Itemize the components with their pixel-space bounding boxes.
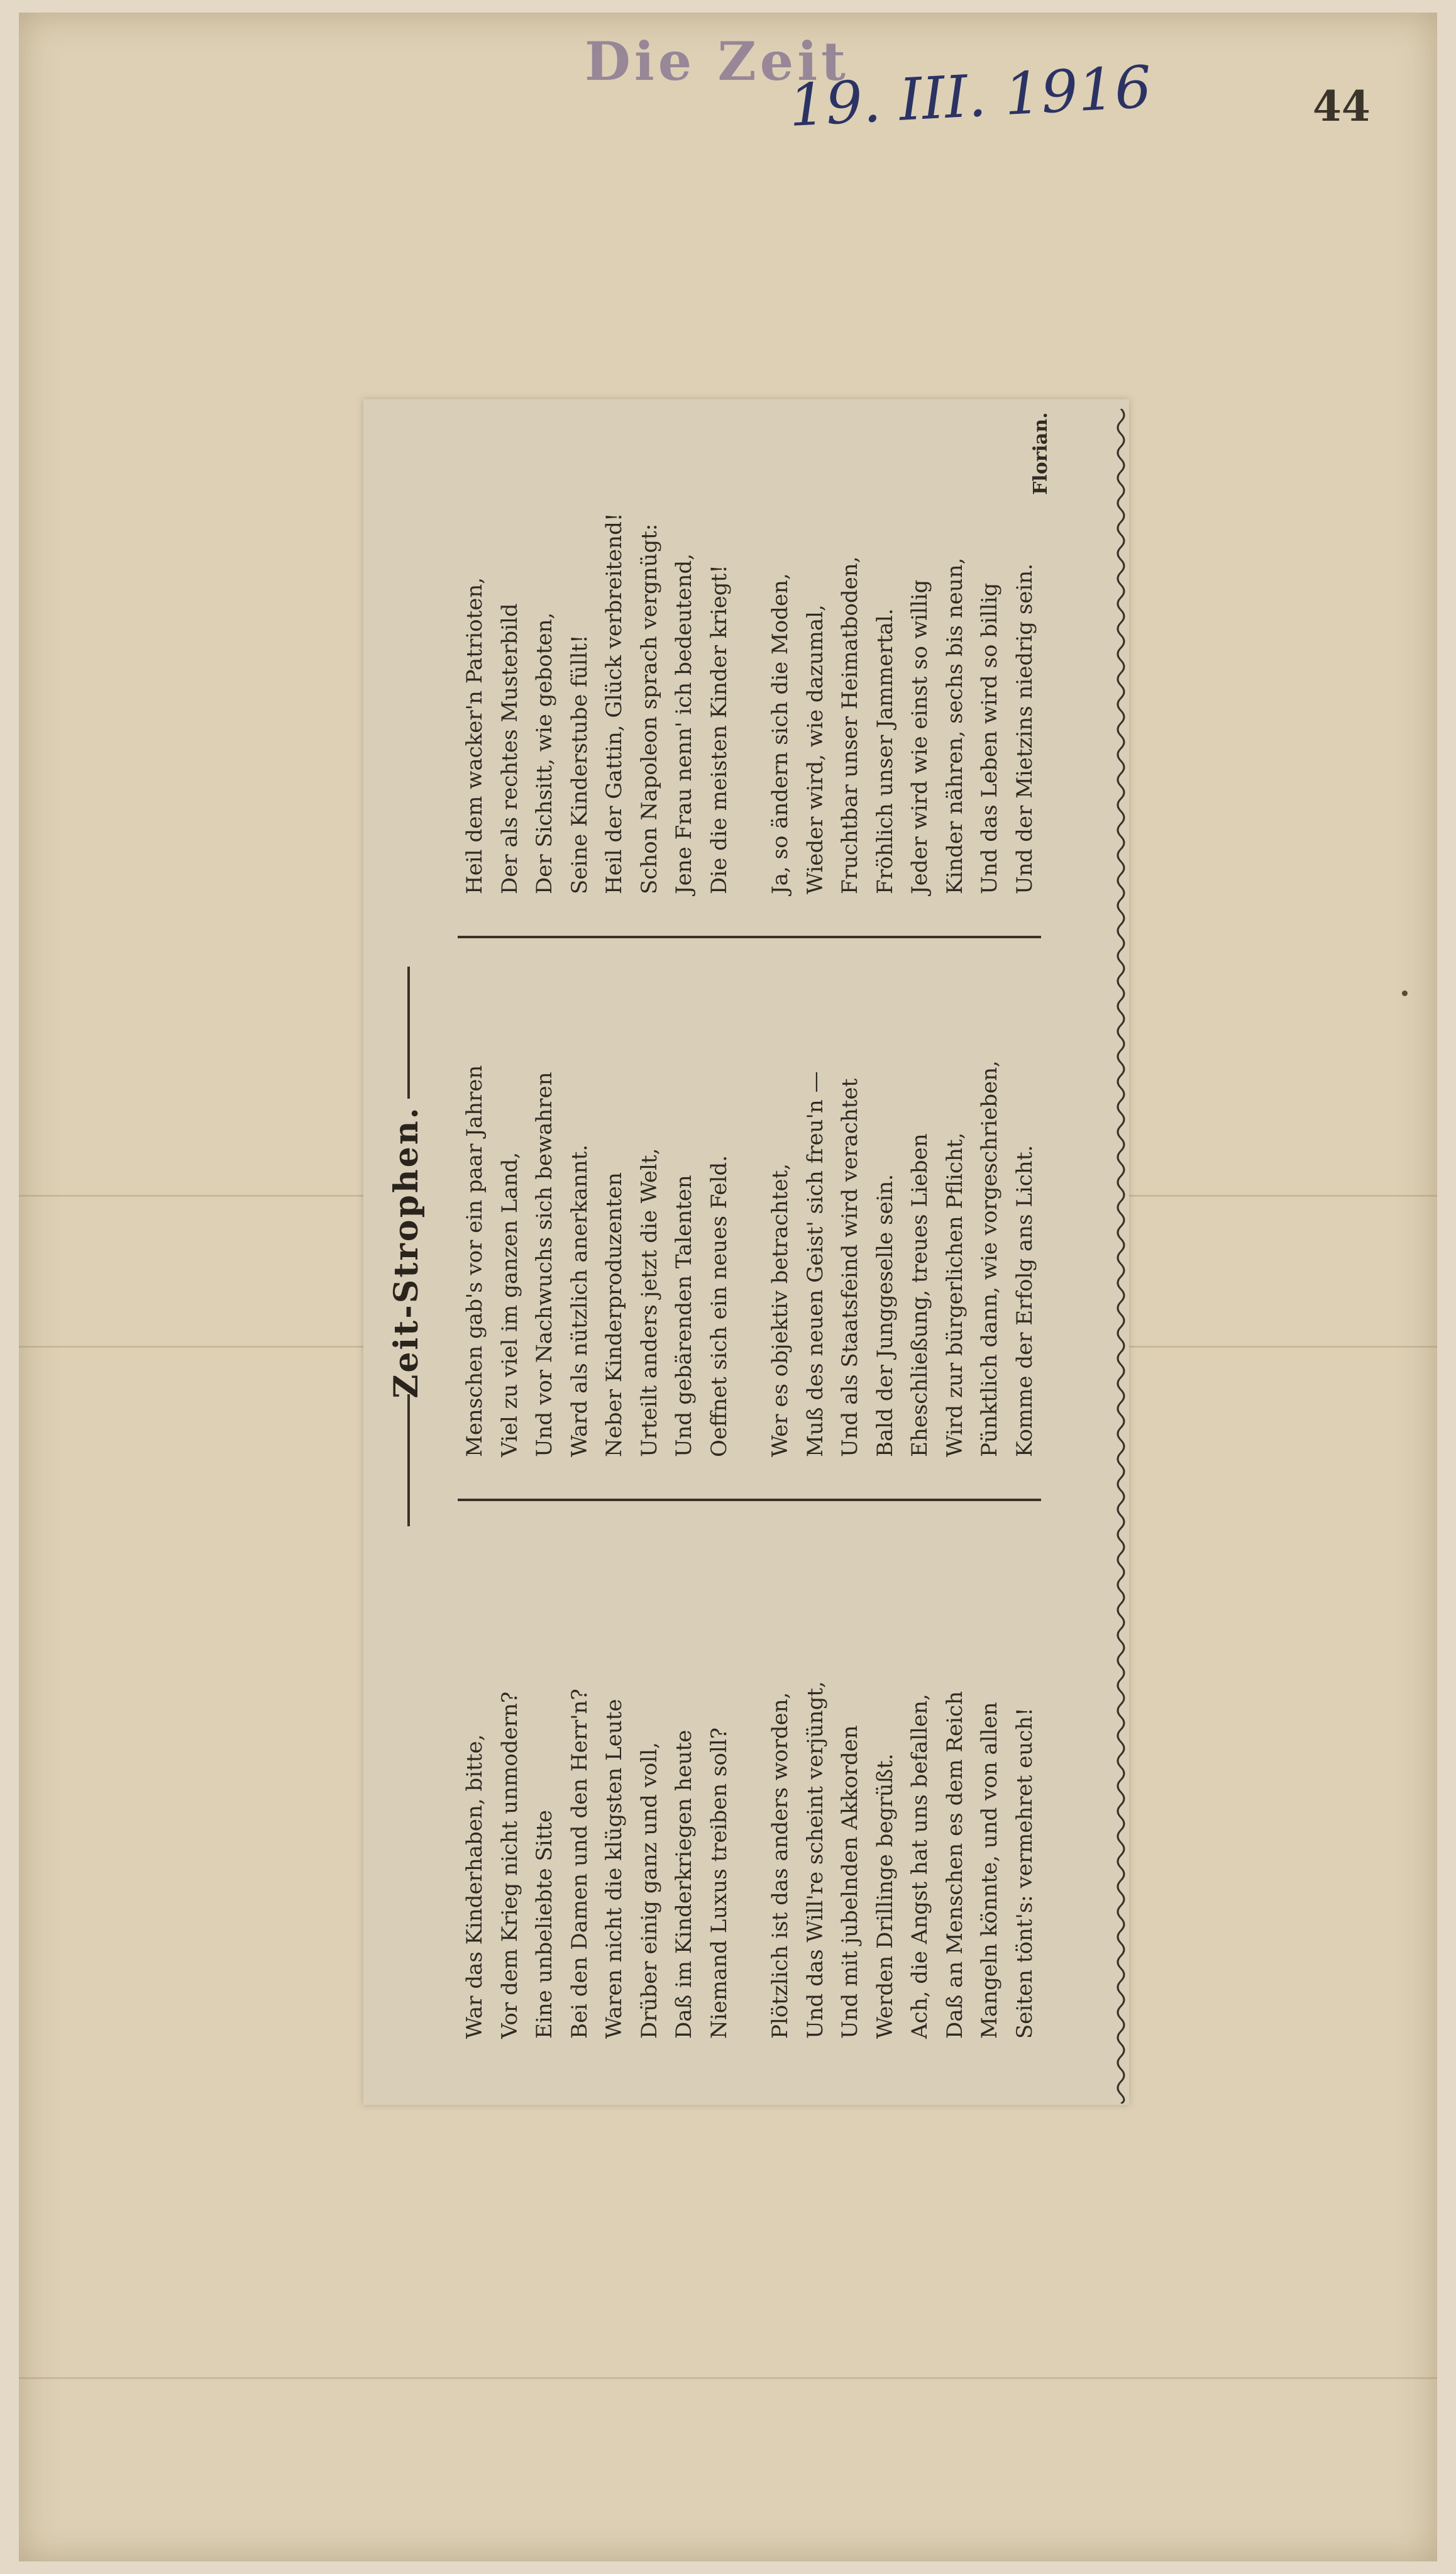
verse-line: Jeder wird wie einst so willig [907,579,932,894]
poem-column-3 [458,360,1069,894]
verse-line: Eine unbeliebte Sitte [532,1809,557,2039]
column-divider [458,1499,1041,1501]
verse-line: Vor dem Krieg nicht unmodern? [497,1691,522,2039]
verse-line: Eheschließung, treues Lieben [907,1133,932,1457]
author-signature: Florian. [1030,412,1052,495]
clipping-content [363,399,1129,2105]
torn-edge [1111,409,1130,2104]
verse-line: Wieder wird, wie dazumal, [802,604,828,894]
verse-line: Heil der Gattin, Glück verbreitend! [602,513,627,894]
verse-line: Bei den Damen und den Herr'n? [566,1689,592,2039]
verse-line: Seine Kinderstube füllt! [566,635,592,894]
verse-line: Kinder nähren, sechs bis neun, [942,557,968,894]
verse-line: Und der Mietzins niedrig sein. [1012,563,1037,894]
newspaper-stamp: Die Zeit [585,30,849,92]
verse-line: Wer es objektiv betrachtet, [768,1163,793,1457]
verse-line: Fruchtbar unser Heimatboden, [837,556,863,894]
verse-line: Ward als nützlich anerkannt. [566,1144,592,1457]
verse-line: Daß im Kinderkriegen heute [671,1729,697,2039]
verse-line: Viel zu viel im ganzen Land, [497,1151,522,1457]
verse-line: Ach, die Angst hat uns befallen, [907,1694,932,2039]
page-number: 44 [1313,82,1371,131]
stanza [458,923,737,1457]
paper-fold [19,2377,1437,2379]
newspaper-clipping [363,399,1129,2105]
punch-hole [1402,990,1408,996]
verse-line: Jene Frau nenn' ich bedeutend, [671,553,697,894]
verse-line: Oeffnet sich ein neues Feld. [706,1155,732,1457]
title-rule-right [407,967,410,1099]
verse-line: Urteilt anders jetzt die Welt, [636,1148,662,1457]
stanza [763,1504,1042,2039]
verse-line: Und gebärenden Talenten [671,1175,697,1457]
stanza [458,1504,737,2039]
verse-line: Pünktlich dann, wie vorgeschrieben, [977,1060,1002,1457]
verse-line: Bald der Junggeselle sein. [872,1173,898,1457]
stanza [458,360,737,894]
handwritten-date: 19. III. 1916 [787,53,1154,140]
verse-line: War das Kinderhaben, bitte, [462,1734,487,2039]
verse-line: Seiten tönt's: vermehret euch! [1012,1707,1037,2039]
verse-line: Drüber einig ganz und voll, [636,1742,662,2039]
verse-line: Und das Will're scheint verjüngt, [802,1681,828,2039]
verse-line: Heil dem wacker'n Patrioten, [462,577,487,894]
verse-line: Neber Kinderproduzenten [602,1172,627,1457]
verse-line: Daß an Menschen es dem Reich [942,1691,968,2039]
verse-line: Mangeln könnte, und von allen [977,1702,1002,2039]
column-divider [458,936,1041,938]
verse-line: Schon Napoleon sprach vergnügt: [636,523,662,894]
verse-line: Die die meisten Kinder kriegt! [706,565,732,894]
verse-line: Und vor Nachwuchs sich bewahren [532,1072,557,1457]
verse-line: Muß des neuen Geist' sich freu'n — [802,1071,828,1457]
verse-line: Der als rechtes Musterbild [497,603,522,894]
stanza [763,360,1042,894]
poem-column-2 [458,923,1069,1457]
verse-line: Und als Staatsfeind wird verachtet [837,1078,863,1457]
poem-column-1 [458,1504,1069,2039]
verse-line: Und mit jubelnden Akkorden [837,1725,863,2039]
verse-line: Plötzlich ist das anders worden, [768,1692,793,2039]
verse-line: Ja, so ändern sich die Moden, [768,573,793,894]
verse-line: Wird zur bürgerlichen Pflicht, [942,1132,968,1457]
verse-line: Waren nicht die klügsten Leute [602,1699,627,2039]
poem-title: Zeit-Strophen. [387,1106,426,1399]
verse-line: Menschen gab's vor ein paar Jahren [462,1065,487,1457]
verse-line: Niemand Luxus treiben soll? [706,1728,732,2039]
verse-line: Komme der Erfolg ans Licht. [1012,1145,1037,1457]
verse-line: Fröhlich unser Jammertal. [872,608,898,894]
stanza [763,923,1042,1457]
verse-line: Und das Leben wird so billig [977,582,1002,894]
verse-line: Werden Drillinge begrüßt. [872,1753,898,2039]
verse-line: Der Sichsitt, wie geboten, [532,612,557,894]
